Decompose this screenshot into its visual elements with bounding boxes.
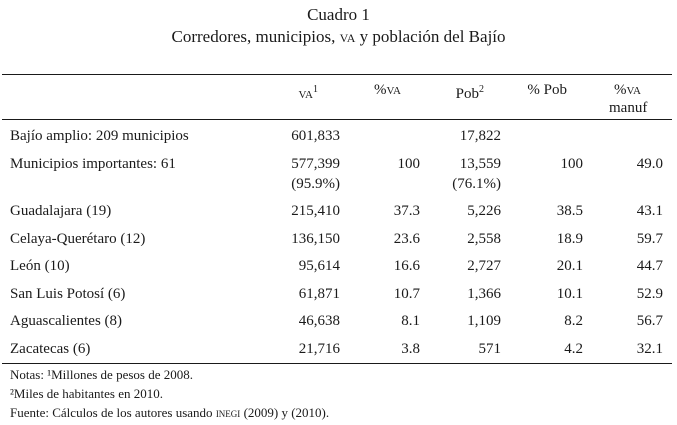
header-manuf-va: va bbox=[626, 82, 641, 98]
row-manuf: 49.0 bbox=[636, 156, 663, 172]
row-va: 577,399 bbox=[291, 156, 340, 172]
table-title: Cuadro 1 bbox=[307, 5, 370, 24]
row-pct-pob: 10.1 bbox=[556, 286, 583, 302]
header-manuf-sign: % bbox=[614, 82, 627, 98]
header-pob bbox=[456, 80, 484, 104]
row-manuf: 32.1 bbox=[636, 341, 663, 357]
note-units: Notas: ¹Millones de pesos de 2008. bbox=[10, 367, 193, 382]
row-pct-pob: 38.5 bbox=[556, 203, 583, 219]
row-name: Celaya-Querétaro (12) bbox=[10, 231, 146, 247]
row-name: Bajío amplio: 209 municipios bbox=[10, 128, 189, 144]
row-pct-va: 10.7 bbox=[393, 286, 420, 302]
header-pob-label: Pob bbox=[455, 86, 479, 102]
subtitle-va: va bbox=[339, 27, 356, 46]
row-pct-pob: 100 bbox=[560, 156, 583, 172]
row-pob: 17,822 bbox=[459, 128, 501, 144]
row-pct-va: 3.8 bbox=[401, 341, 420, 357]
row-pob: 5,226 bbox=[467, 203, 501, 219]
table-notes bbox=[10, 365, 329, 422]
row-pct-va: 16.6 bbox=[393, 258, 420, 274]
row-pob: 2,558 bbox=[467, 231, 501, 247]
bottom-rule bbox=[2, 363, 672, 364]
row-pob: 2,727 bbox=[467, 258, 501, 274]
row-manuf: 59.7 bbox=[636, 231, 663, 247]
row-va: 46,638 bbox=[298, 313, 340, 329]
row-name: Municipios importantes: 61 bbox=[10, 156, 176, 172]
header-pct-va bbox=[374, 80, 401, 100]
row-manuf: 44.7 bbox=[636, 258, 663, 274]
header-pob-sup: 2 bbox=[479, 84, 484, 95]
header-manuf-line1 bbox=[614, 80, 641, 100]
note-source-inegi: inegi bbox=[215, 405, 241, 420]
row-va-share: (95.9%) bbox=[291, 176, 340, 192]
row-pob: 571 bbox=[478, 341, 501, 357]
row-pct-pob: 20.1 bbox=[556, 258, 583, 274]
row-pob: 1,109 bbox=[467, 313, 501, 329]
header-pct-pob: % Pob bbox=[527, 82, 567, 98]
row-va: 61,871 bbox=[298, 286, 340, 302]
note-source bbox=[10, 403, 329, 422]
row-va: 95,614 bbox=[298, 258, 340, 274]
row-manuf: 56.7 bbox=[636, 313, 663, 329]
note-population: ²Miles de habitantes en 2010. bbox=[10, 386, 164, 401]
row-name: San Luis Potosí (6) bbox=[10, 286, 126, 302]
row-va: 215,410 bbox=[291, 203, 340, 219]
header-va-label: va bbox=[298, 86, 313, 102]
subtitle-text-start: Corredores, municipios, bbox=[171, 27, 340, 46]
note-source-end: (2009) y (2010). bbox=[240, 405, 330, 420]
note-source-start: Fuente: Cálculos de los autores usando bbox=[10, 405, 216, 420]
top-rule bbox=[2, 74, 672, 75]
row-pct-pob: 18.9 bbox=[556, 231, 583, 247]
row-pob: 1,366 bbox=[467, 286, 501, 302]
header-pct-va-sign: % bbox=[374, 82, 387, 98]
row-pct-pob: 8.2 bbox=[564, 313, 583, 329]
row-name: Zacatecas (6) bbox=[10, 341, 91, 357]
header-va-sup: 1 bbox=[313, 84, 318, 95]
row-pct-va: 37.3 bbox=[393, 203, 420, 219]
row-name: León (10) bbox=[10, 258, 70, 274]
table-subtitle bbox=[0, 26, 677, 48]
row-name: Guadalajara (19) bbox=[10, 203, 112, 219]
row-manuf: 52.9 bbox=[636, 286, 663, 302]
header-va bbox=[299, 80, 318, 104]
row-va: 21,716 bbox=[298, 341, 340, 357]
header-manuf-line2: manuf bbox=[609, 100, 648, 116]
row-pob-share: (76.1%) bbox=[452, 176, 501, 192]
row-pct-va: 23.6 bbox=[393, 231, 420, 247]
row-pct-pob: 4.2 bbox=[564, 341, 583, 357]
row-pct-va: 8.1 bbox=[401, 313, 420, 329]
row-va: 601,833 bbox=[291, 128, 340, 144]
row-pob: 13,559 bbox=[459, 156, 501, 172]
row-name: Aguascalientes (8) bbox=[10, 313, 123, 329]
row-pct-va: 100 bbox=[397, 156, 420, 172]
row-va: 136,150 bbox=[291, 231, 340, 247]
header-rule bbox=[2, 119, 672, 120]
subtitle-text-end: y población del Bajío bbox=[355, 27, 506, 46]
row-manuf: 43.1 bbox=[636, 203, 663, 219]
header-pct-va-label: va bbox=[386, 82, 401, 98]
table-caption bbox=[0, 4, 677, 48]
